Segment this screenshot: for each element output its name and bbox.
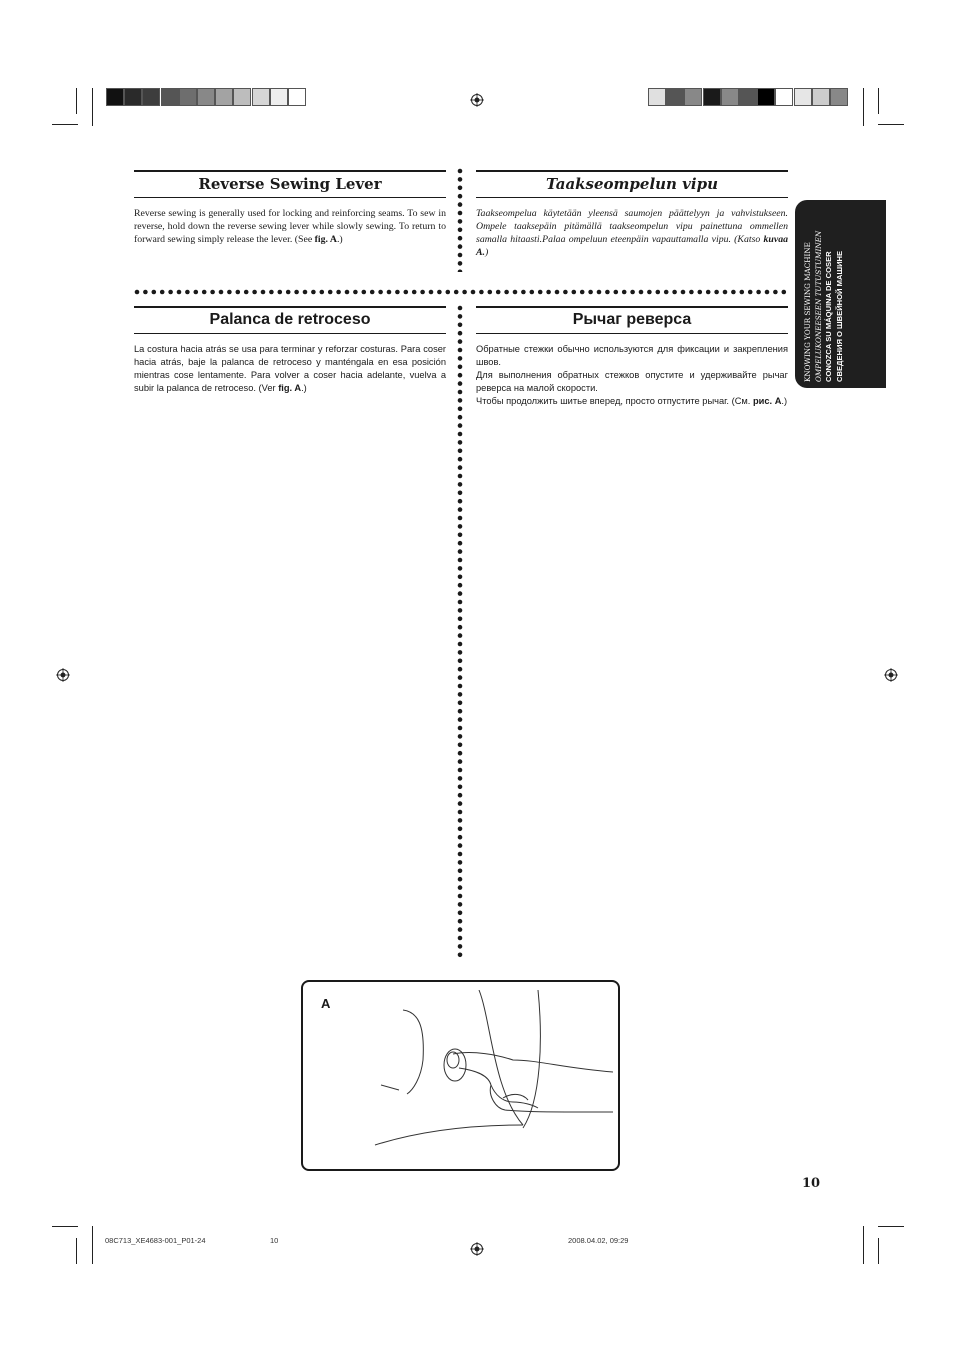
divider-dot bbox=[328, 290, 333, 295]
hand-pressing-lever-illustration bbox=[363, 990, 613, 1165]
divider-dot bbox=[458, 186, 463, 191]
divider-dot bbox=[185, 290, 190, 295]
section-finnish bbox=[476, 170, 788, 259]
divider-dot bbox=[210, 290, 215, 295]
body-text: La costura hacia atrás se usa para terminar y reforzar costuras. Para coser hacia atrás, baje la palanca de retroceso y manténgala en esa posición mientras cose lentamente. Para volver a coser hacia adelante, vuelva a subir la palanca de retroceso. (Ver bbox=[134, 344, 446, 393]
divider-dot bbox=[458, 701, 463, 706]
divider-dot bbox=[458, 734, 463, 739]
color-swatch bbox=[106, 88, 124, 106]
divider-dot bbox=[458, 390, 463, 395]
divider-dot bbox=[458, 927, 463, 932]
divider-dot bbox=[458, 491, 463, 496]
divider-dot bbox=[194, 290, 199, 295]
divider-dot bbox=[488, 290, 493, 295]
body-text: .) bbox=[336, 234, 343, 245]
side-tab-line-finnish: OMPELUKONEESEEN TUTUSTUMINEN bbox=[813, 230, 823, 382]
divider-dot bbox=[458, 600, 463, 605]
registration-target-icon bbox=[470, 1242, 484, 1256]
divider-dot bbox=[458, 331, 463, 336]
divider-dot bbox=[458, 793, 463, 798]
divider-dot bbox=[458, 675, 463, 680]
divider-dot bbox=[458, 667, 463, 672]
vertical-dotted-divider-top bbox=[457, 168, 463, 272]
divider-dot bbox=[269, 290, 274, 295]
divider-dot bbox=[458, 684, 463, 689]
divider-dot bbox=[689, 290, 694, 295]
divider-dot bbox=[437, 290, 442, 295]
divider-dot bbox=[496, 290, 501, 295]
divider-dot bbox=[458, 253, 463, 258]
section-heading: Рычаг реверса bbox=[476, 308, 788, 334]
divider-dot bbox=[458, 558, 463, 563]
figure-reference: fig. A bbox=[314, 234, 337, 245]
divider-dot bbox=[714, 290, 719, 295]
divider-dot bbox=[458, 314, 463, 319]
color-swatch bbox=[775, 88, 793, 106]
divider-dot bbox=[458, 617, 463, 622]
color-swatch bbox=[161, 88, 179, 106]
side-tab-line-spanish: CONOZCA SU MÁQUINA DE COSER bbox=[824, 251, 833, 382]
color-swatch bbox=[215, 88, 233, 106]
divider-dot bbox=[177, 290, 182, 295]
page-number: 10 bbox=[802, 1176, 821, 1191]
divider-dot bbox=[458, 211, 463, 216]
divider-dot bbox=[458, 911, 463, 916]
divider-dot bbox=[458, 625, 463, 630]
divider-dot bbox=[420, 290, 425, 295]
body-text: Reverse sewing is generally used for locking and reinforcing seams. To sew in reverse, hold down the reverse sewing lever while slowly sewing. To return to forward sewing simply release the lever. (See bbox=[134, 208, 446, 245]
divider-dot bbox=[458, 507, 463, 512]
divider-dot bbox=[261, 290, 266, 295]
divider-dot bbox=[458, 398, 463, 403]
divider-dot bbox=[458, 524, 463, 529]
body-text: ) bbox=[484, 247, 489, 258]
color-swatch bbox=[812, 88, 830, 106]
divider-dot bbox=[698, 290, 703, 295]
divider-dot bbox=[672, 290, 677, 295]
divider-dot bbox=[614, 290, 619, 295]
divider-dot bbox=[513, 290, 518, 295]
section-spanish bbox=[134, 306, 446, 395]
divider-dot bbox=[458, 432, 463, 437]
body-text bbox=[476, 395, 788, 408]
divider-dot bbox=[458, 642, 463, 647]
divider-dot bbox=[458, 877, 463, 882]
color-swatch bbox=[233, 88, 251, 106]
divider-dot bbox=[458, 449, 463, 454]
figure-reference: рис. А bbox=[752, 396, 782, 406]
divider-dot bbox=[458, 776, 463, 781]
vertical-dotted-divider-bottom bbox=[457, 305, 463, 961]
horizontal-dotted-divider bbox=[134, 289, 788, 295]
divider-dot bbox=[168, 290, 173, 295]
divider-dot bbox=[471, 290, 476, 295]
divider-dot bbox=[458, 919, 463, 924]
divider-dot bbox=[458, 306, 463, 311]
divider-dot bbox=[294, 290, 299, 295]
registration-target-icon bbox=[884, 668, 898, 682]
divider-dot bbox=[458, 219, 463, 224]
divider-dot bbox=[458, 583, 463, 588]
divider-dot bbox=[202, 290, 207, 295]
divider-dot bbox=[555, 290, 560, 295]
divider-dot bbox=[458, 356, 463, 361]
color-swatch bbox=[703, 88, 721, 106]
color-swatch bbox=[684, 88, 702, 106]
divider-dot bbox=[706, 290, 711, 295]
chapter-side-tab bbox=[795, 200, 886, 388]
footer-file-name: 08C713_XE4683-001_P01-24 bbox=[105, 1236, 206, 1245]
divider-dot bbox=[458, 894, 463, 899]
divider-dot bbox=[353, 290, 358, 295]
divider-dot bbox=[773, 290, 778, 295]
divider-dot bbox=[320, 290, 325, 295]
footer-page: 10 bbox=[270, 1236, 279, 1245]
divider-dot bbox=[458, 541, 463, 546]
divider-dot bbox=[647, 290, 652, 295]
divider-dot bbox=[362, 290, 367, 295]
color-swatch bbox=[179, 88, 197, 106]
section-russian bbox=[476, 306, 788, 408]
divider-dot bbox=[143, 290, 148, 295]
divider-dot bbox=[458, 869, 463, 874]
divider-dot bbox=[336, 290, 341, 295]
divider-dot bbox=[160, 290, 165, 295]
divider-dot bbox=[458, 591, 463, 596]
divider-dot bbox=[412, 290, 417, 295]
divider-dot bbox=[345, 290, 350, 295]
divider-dot bbox=[458, 261, 463, 266]
divider-dot bbox=[765, 290, 770, 295]
divider-dot bbox=[458, 202, 463, 207]
color-swatch bbox=[757, 88, 775, 106]
divider-dot bbox=[227, 290, 232, 295]
divider-dot bbox=[756, 290, 761, 295]
divider-dot bbox=[458, 843, 463, 848]
divider-dot bbox=[458, 415, 463, 420]
divider-dot bbox=[458, 852, 463, 857]
divider-dot bbox=[458, 482, 463, 487]
divider-dot bbox=[630, 290, 635, 295]
divider-dot bbox=[563, 290, 568, 295]
divider-dot bbox=[458, 659, 463, 664]
divider-dot bbox=[458, 936, 463, 941]
figure-label: A bbox=[321, 996, 331, 1011]
divider-dot bbox=[458, 608, 463, 613]
divider-dot bbox=[458, 759, 463, 764]
divider-dot bbox=[458, 270, 463, 273]
divider-dot bbox=[458, 323, 463, 328]
side-tab-text bbox=[795, 200, 886, 388]
divider-dot bbox=[458, 650, 463, 655]
divider-dot bbox=[538, 290, 543, 295]
divider-dot bbox=[458, 381, 463, 386]
divider-dot bbox=[458, 944, 463, 949]
divider-dot bbox=[458, 499, 463, 504]
body-text-part: .) bbox=[781, 396, 788, 406]
divider-dot bbox=[740, 290, 745, 295]
divider-dot bbox=[521, 290, 526, 295]
divider-dot bbox=[458, 692, 463, 697]
color-swatch bbox=[270, 88, 288, 106]
divider-dot bbox=[458, 373, 463, 378]
divider-dot bbox=[404, 290, 409, 295]
divider-dot bbox=[546, 290, 551, 295]
divider-dot bbox=[458, 457, 463, 462]
color-swatch bbox=[124, 88, 142, 106]
divider-dot bbox=[458, 818, 463, 823]
divider-dot bbox=[458, 860, 463, 865]
divider-dot bbox=[458, 339, 463, 344]
divider-dot bbox=[458, 768, 463, 773]
divider-dot bbox=[252, 290, 257, 295]
divider-dot bbox=[458, 726, 463, 731]
divider-dot bbox=[458, 440, 463, 445]
color-swatch bbox=[794, 88, 812, 106]
divider-dot bbox=[458, 169, 463, 174]
color-swatch bbox=[739, 88, 757, 106]
divider-dot bbox=[504, 290, 509, 295]
divider-dot bbox=[458, 465, 463, 470]
divider-dot bbox=[303, 290, 308, 295]
divider-dot bbox=[458, 407, 463, 412]
section-heading: Palanca de retroceso bbox=[134, 308, 446, 334]
divider-dot bbox=[458, 785, 463, 790]
divider-dot bbox=[656, 290, 661, 295]
divider-dot bbox=[458, 348, 463, 353]
divider-dot bbox=[458, 516, 463, 521]
body-text: Taakseompelua käytetään yleensä saumojen päättelyyn ja vahvistukseen. Ompele taaksepäin pitämällä taakseompelun vipu painettuna ommellen samalla hitaasti.Palaa ompeluun eteenpäin vapauttamalla vipu. (Katso bbox=[476, 208, 788, 245]
divider-dot bbox=[458, 244, 463, 249]
divider-dot bbox=[572, 290, 577, 295]
figure-reference: fig. A bbox=[278, 383, 302, 393]
color-swatch bbox=[666, 88, 684, 106]
divider-dot bbox=[605, 290, 610, 295]
registration-target-icon bbox=[470, 93, 484, 107]
section-body bbox=[476, 343, 788, 408]
divider-dot bbox=[639, 290, 644, 295]
body-text-part: Чтобы продолжить шитье вперед, просто отпустите рычаг. (См. bbox=[476, 396, 753, 406]
divider-dot bbox=[458, 827, 463, 832]
divider-dot bbox=[458, 751, 463, 756]
body-text: .) bbox=[301, 383, 307, 393]
divider-dot bbox=[458, 474, 463, 479]
divider-dot bbox=[530, 290, 535, 295]
color-swatch bbox=[721, 88, 739, 106]
divider-dot bbox=[748, 290, 753, 295]
divider-dot bbox=[454, 290, 459, 295]
divider-dot bbox=[458, 953, 463, 958]
divider-dot bbox=[458, 717, 463, 722]
divider-dot bbox=[458, 236, 463, 241]
divider-dot bbox=[458, 835, 463, 840]
divider-dot bbox=[458, 902, 463, 907]
divider-dot bbox=[395, 290, 400, 295]
divider-dot bbox=[219, 290, 224, 295]
divider-dot bbox=[458, 810, 463, 815]
side-tab-line-russian: СВЕДЕНИЯ О ШВЕЙНОЙ МАШИНЕ bbox=[834, 250, 844, 382]
footer-timestamp: 2008.04.02, 09:29 bbox=[568, 1236, 629, 1245]
divider-dot bbox=[782, 290, 787, 295]
divider-dot bbox=[458, 566, 463, 571]
divider-dot bbox=[458, 743, 463, 748]
divider-dot bbox=[370, 290, 375, 295]
figure-reference: kuvaa A. bbox=[476, 234, 788, 258]
divider-dot bbox=[236, 290, 241, 295]
divider-dot bbox=[458, 575, 463, 580]
divider-dot bbox=[681, 290, 686, 295]
divider-dot bbox=[458, 709, 463, 714]
divider-dot bbox=[458, 365, 463, 370]
divider-dot bbox=[135, 290, 140, 295]
divider-dot bbox=[458, 801, 463, 806]
side-tab-line-english: KNOWING YOUR SEWING MACHINE bbox=[803, 242, 812, 382]
section-english bbox=[134, 170, 446, 246]
divider-dot bbox=[458, 194, 463, 199]
divider-dot bbox=[723, 290, 728, 295]
color-swatch bbox=[197, 88, 215, 106]
divider-dot bbox=[664, 290, 669, 295]
color-swatch bbox=[288, 88, 306, 106]
divider-dot bbox=[458, 549, 463, 554]
divider-dot bbox=[458, 177, 463, 182]
divider-dot bbox=[458, 423, 463, 428]
divider-dot bbox=[278, 290, 283, 295]
divider-dot bbox=[378, 290, 383, 295]
divider-dot bbox=[458, 885, 463, 890]
divider-dot bbox=[387, 290, 392, 295]
divider-dot bbox=[311, 290, 316, 295]
color-swatch bbox=[142, 88, 160, 106]
section-heading: Taakseompelun vipu bbox=[476, 172, 788, 198]
divider-dot bbox=[580, 290, 585, 295]
color-swatch bbox=[648, 88, 666, 106]
figure-a bbox=[301, 980, 620, 1171]
section-body bbox=[476, 207, 788, 259]
color-swatch bbox=[252, 88, 270, 106]
section-heading: Reverse Sewing Lever bbox=[134, 172, 446, 198]
body-text: Для выполнения обратных стежков опустите и удерживайте рычаг реверса на малой скорости. bbox=[476, 370, 788, 393]
body-text: Обратные стежки обычно используются для фиксации и закрепления швов. bbox=[476, 344, 788, 367]
divider-dot bbox=[152, 290, 157, 295]
divider-dot bbox=[244, 290, 249, 295]
divider-dot bbox=[622, 290, 627, 295]
registration-target-icon bbox=[56, 668, 70, 682]
divider-dot bbox=[429, 290, 434, 295]
divider-dot bbox=[286, 290, 291, 295]
divider-dot bbox=[597, 290, 602, 295]
divider-dot bbox=[462, 290, 467, 295]
divider-dot bbox=[458, 228, 463, 233]
section-body bbox=[134, 207, 446, 246]
color-swatch bbox=[830, 88, 848, 106]
divider-dot bbox=[446, 290, 451, 295]
divider-dot bbox=[458, 633, 463, 638]
divider-dot bbox=[588, 290, 593, 295]
divider-dot bbox=[479, 290, 484, 295]
divider-dot bbox=[458, 533, 463, 538]
section-body bbox=[134, 343, 446, 395]
divider-dot bbox=[731, 290, 736, 295]
